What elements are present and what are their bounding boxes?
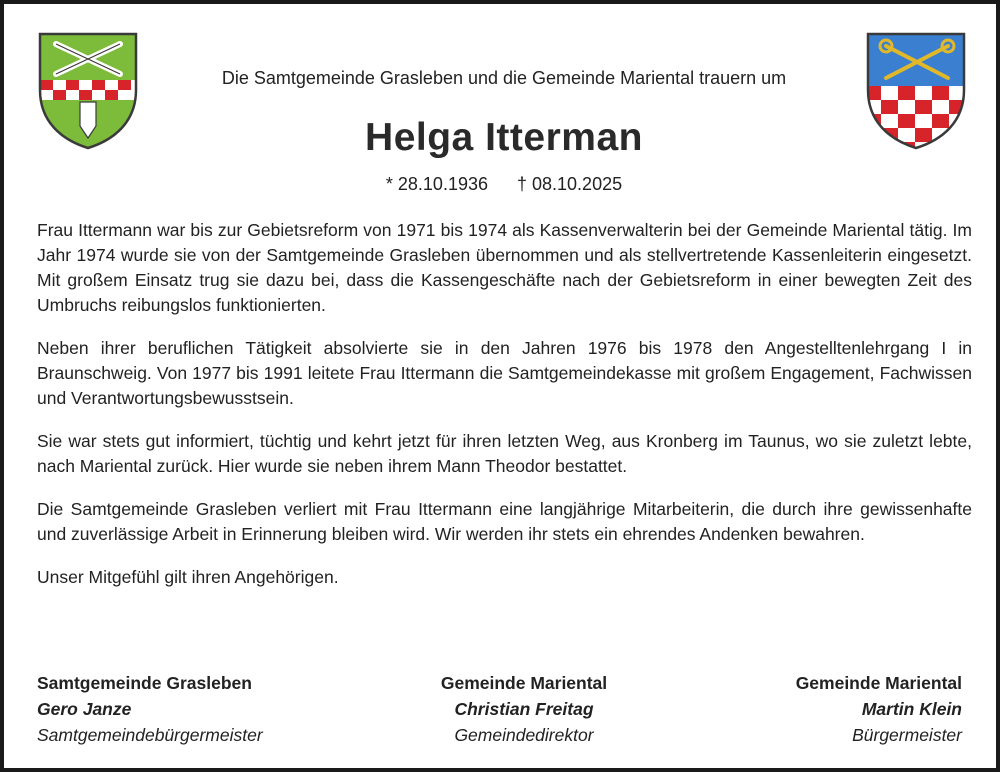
life-dates	[154, 174, 854, 195]
signature-mariental-director	[354, 670, 694, 748]
paragraph: Sie war stets gut informiert, tüchtig und kehrt jetzt für ihren letzten Weg, aus Kronberg im Taunus, wo sie zuletzt lebte, nach Mariental zurück. Hier wurde sie neben ihrem Mann Theodor bestattet.	[37, 431, 972, 476]
paragraph: Frau Ittermann war bis zur Gebietsreform von 1971 bis 1974 als Kassenverwalterin bei der Gemeinde Mariental tätig. Im Jahr 1974 wurde sie von der Samtgemeinde Grasleben übernommen und als stellvertretende Kassenleiterin eingesetzt. Mit großem Einsatz trug sie dazu bei, dass die Kassengeschäfte nach der Gebietsreform in einer bewegten Zeit des Umbruchs reibungslos funktionierten.	[37, 220, 972, 315]
obituary-body	[37, 218, 972, 590]
intro-text: Die Samtgemeinde Grasleben und die Gemeinde Mariental trauern um	[221, 68, 787, 88]
signature-role: Bürgermeister	[852, 725, 962, 745]
signature-org: Gemeinde Mariental	[440, 673, 608, 693]
signature-role: Gemeindedirektor	[454, 725, 594, 745]
signature-grasleben	[37, 670, 263, 748]
signature-role: Samtgemeindebürgermeister	[37, 725, 263, 745]
signature-person: Christian Freitag	[454, 699, 594, 719]
signature-org: Samtgemeinde Grasleben	[37, 673, 252, 693]
signature-person: Gero Janze	[37, 699, 132, 719]
mariental-coat-of-arms-icon	[864, 30, 968, 152]
deceased-name: Helga Itterman	[365, 116, 643, 159]
paragraph: Unser Mitgefühl gilt ihren Angehörigen.	[37, 567, 339, 587]
signature-person: Martin Klein	[861, 699, 962, 719]
grasleben-coat-of-arms-icon	[36, 30, 140, 152]
paragraph: Neben ihrer beruflichen Tätigkeit absolvierte sie in den Jahren 1976 bis 1978 den Angestelltenlehrgang I in Braunschweig. Von 1977 bis 1991 leitete Frau Ittermann die Samtgemeindekasse mit großem Engagement, Fachwissen und Verantwortungsbewusstsein.	[37, 338, 972, 408]
paragraph: Die Samtgemeinde Grasleben verliert mit Frau Ittermann eine langjährige Mitarbeiterin, die durch ihre gewissenhafte und zuverlässige Arbeit in Erinnerung bleiben wird. Wir werden ihr stets ein ehrendes Andenken bewahren.	[37, 499, 972, 544]
death-date: † 08.10.2025	[517, 174, 623, 194]
birth-date: * 28.10.1936	[385, 174, 488, 194]
signature-org: Gemeinde Mariental	[795, 673, 962, 693]
signature-mariental-mayor	[796, 670, 962, 748]
